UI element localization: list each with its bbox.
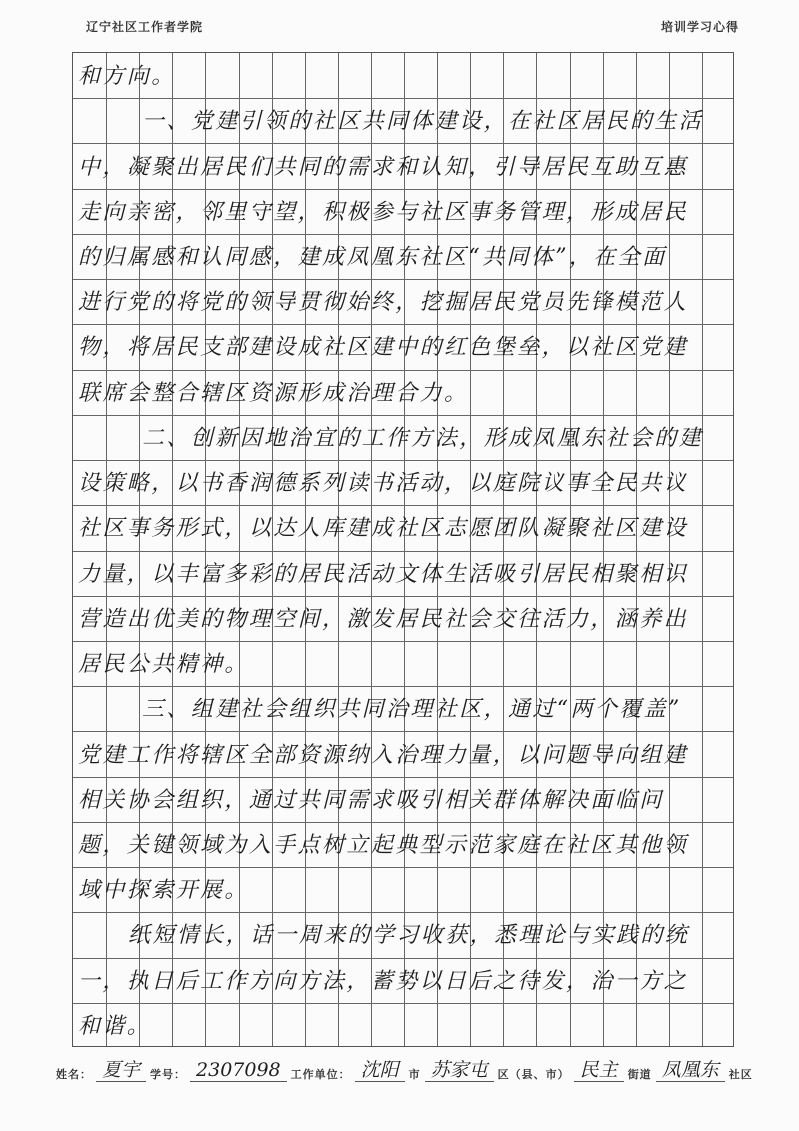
text-line: 进行党的将党的领导贯彻始终，挖掘居民党员先锋模范人 [78,290,689,316]
text-line: 二、创新因地治宜的工作方法，形成凤凰东社会的建 [142,425,704,451]
text-line: 党建工作将辖区全部资源纳入治理力量，以问题导向组建 [78,742,689,768]
text-line: 中，凝聚出居民们共同的需求和认知，引导居民互助互惠 [78,154,689,180]
community-suffix: 社区 [728,1068,753,1081]
district-suffix: 区（县、市） [497,1068,570,1081]
text-line: 一，执日后工作方向方法，蓄势以日后之待发，治一方之 [78,968,689,994]
text-line: 三、组建社会组织共同治理社区，通过“两个覆盖” [142,697,682,723]
text-line: 营造出优美的物理空间，激发居民社会交往活力，涵养出 [78,606,689,632]
text-line: 物，将居民支部建设成社区建中的红色堡垒，以社区党建 [78,335,689,361]
district-value: 苏家屯 [425,1059,494,1082]
text-line: 居民公共精神。 [78,652,249,678]
text-line: 一、党建引领的社区共同体建设，在社区居民的生活 [142,109,704,135]
name-label: 姓名： [56,1068,92,1081]
text-line: 和方向。 [78,64,176,90]
text-line: 设策略，以书香润德系列读书活动，以庭院议事全民共议 [78,471,689,497]
text-line: 和谐。 [78,1013,152,1039]
header-doc-type: 培训学习心得 [660,20,739,34]
unit-label: 工作单位： [290,1068,351,1081]
text-line: 联席会整合辖区资源形成治理合力。 [78,380,469,406]
text-line: 相关协会组织，通过共同需求吸引相关群体解决面临问 [78,787,664,813]
text-line: 的归属感和认同感，建成凤凰东社区“共同体”，在全面 [78,245,667,271]
text-line: 纸短情长，话一周来的学习收获，悉理论与实践的统 [128,923,690,949]
city-value: 沈阳 [355,1059,405,1082]
header-institution: 辽宁社区工作者学院 [86,20,204,34]
city-suffix: 市 [408,1068,421,1081]
street-value: 民主 [574,1059,624,1082]
text-line: 走向亲密，邻里守望，积极参与社区事务管理，形成居民 [78,199,689,225]
signature-footer [56,1052,753,1082]
text-line: 域中探索开展。 [78,878,249,904]
text-line: 社区事务形式，以达人库建成社区志愿团队凝聚社区建设 [78,516,689,542]
id-label: 学号： [150,1068,187,1081]
community-value: 凤凰东 [656,1059,725,1082]
name-value: 夏宇 [96,1059,146,1082]
street-suffix: 街道 [627,1068,652,1081]
text-line: 题，关键领域为入手点树立起典型示范家庭在社区其他领 [78,832,689,858]
text-line: 力量，以丰富多彩的居民活动文体生活吸引居民相聚相识 [78,561,689,587]
id-value: 2307098 [190,1059,287,1082]
